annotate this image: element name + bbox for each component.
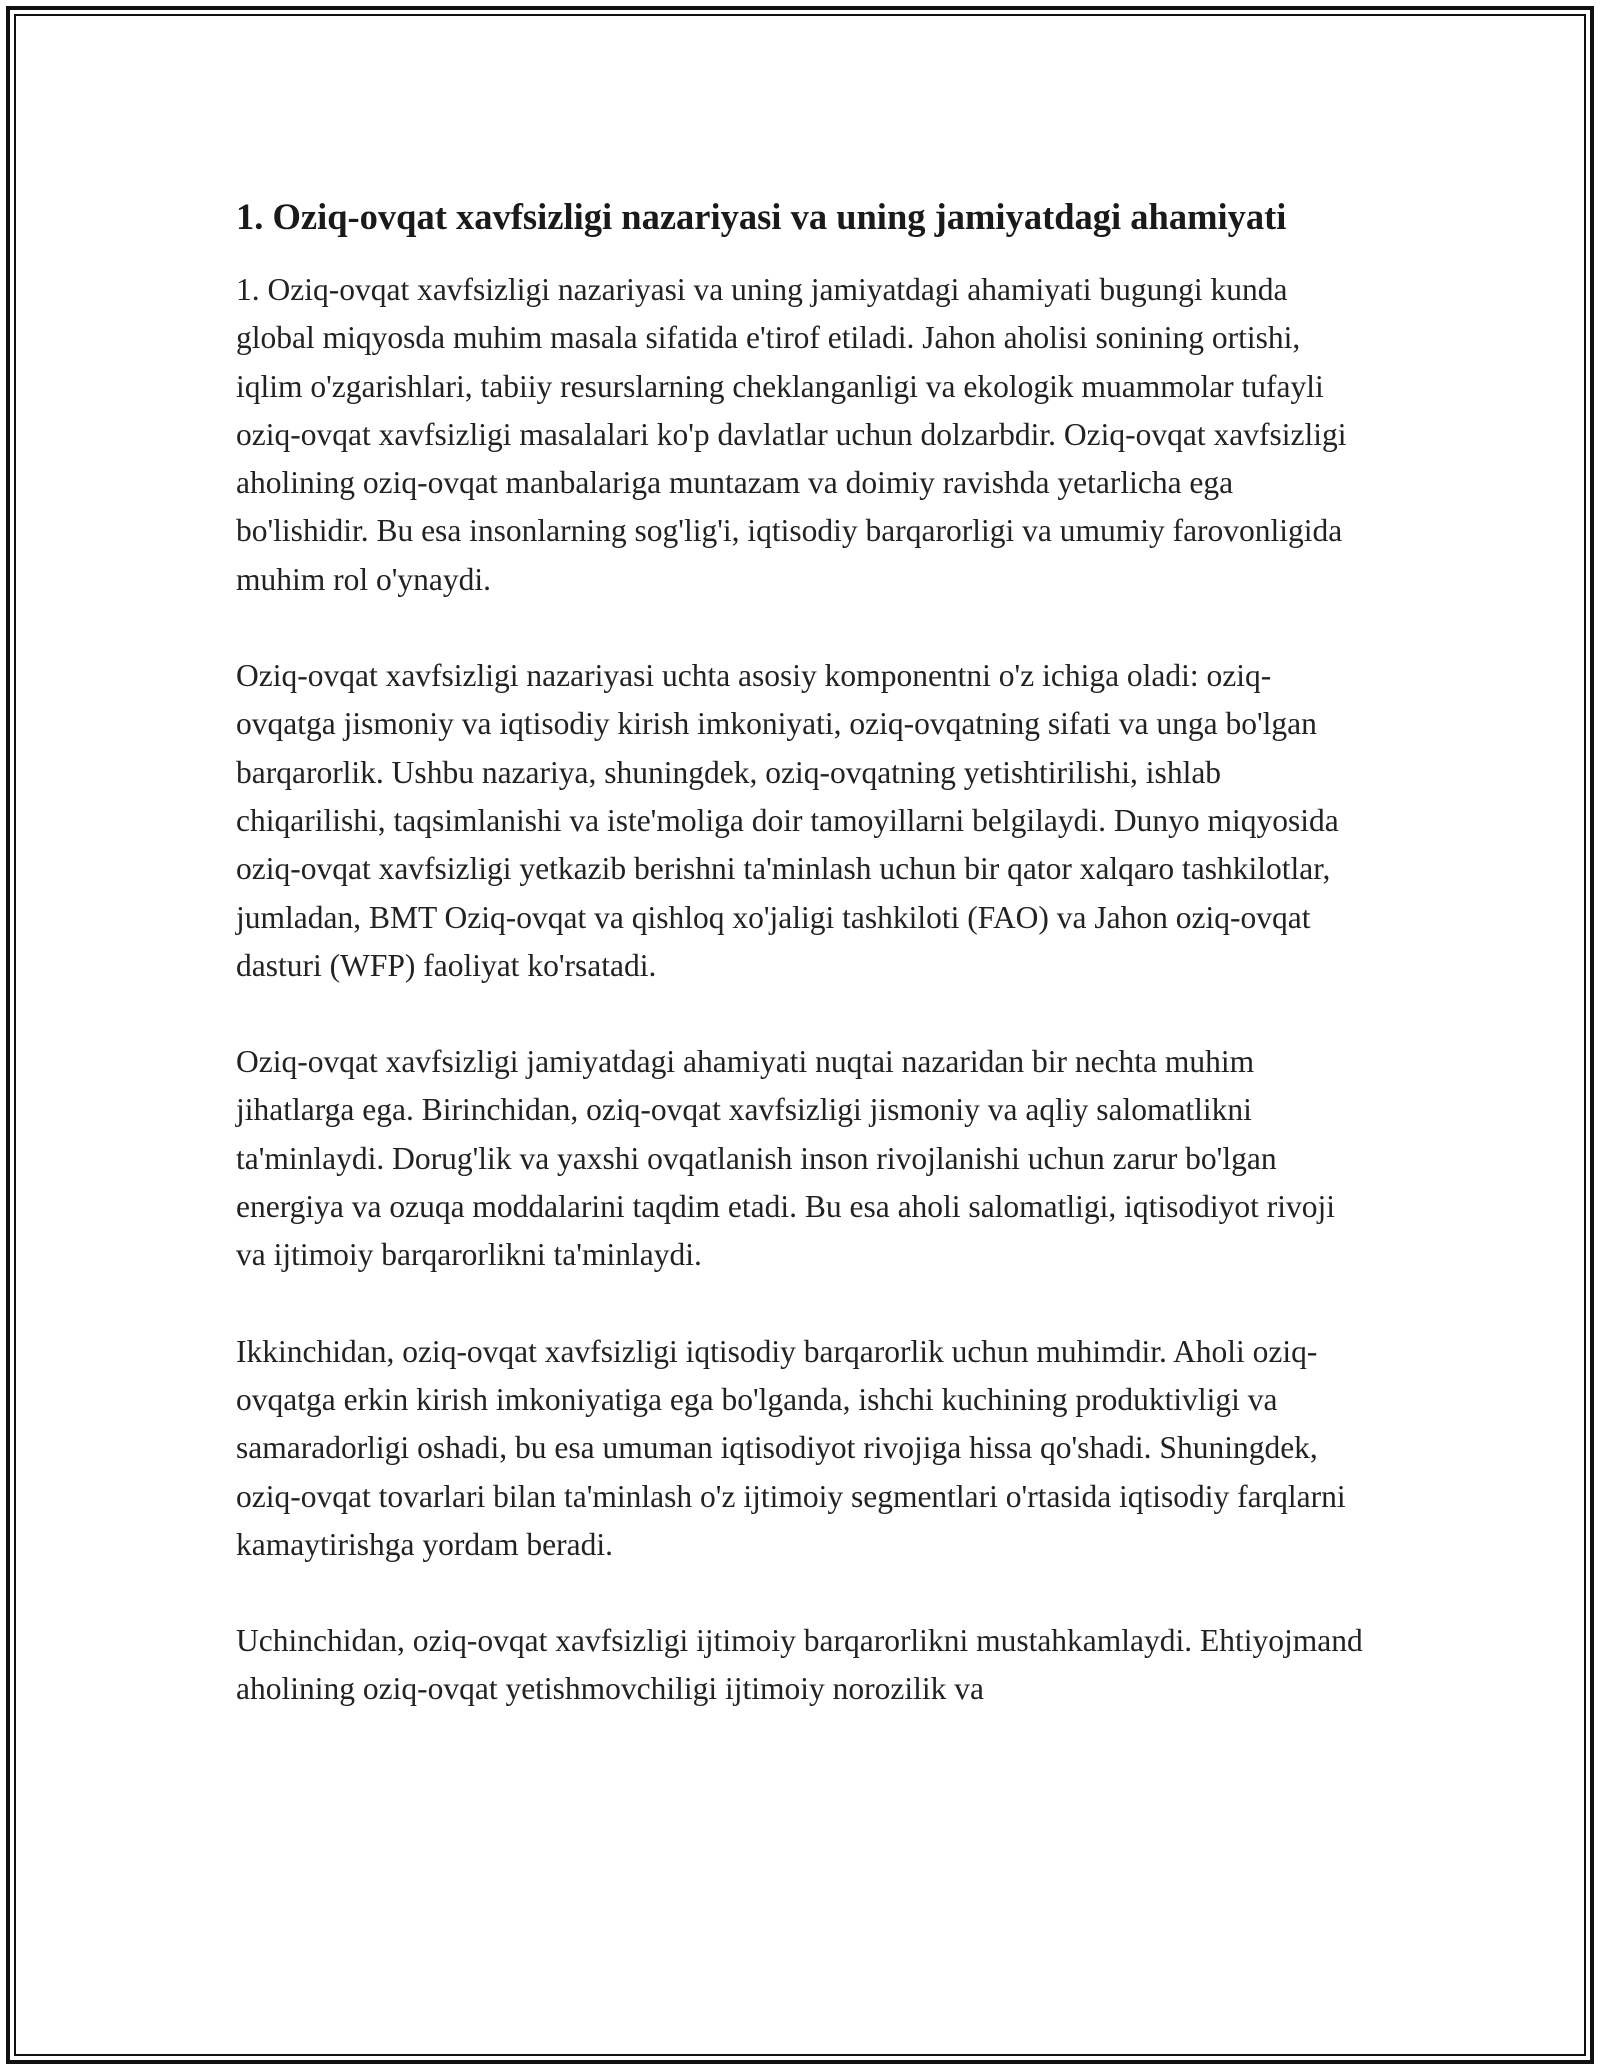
paragraph-4: Ikkinchidan, oziq-ovqat xavfsizligi iqtisodiy barqarorlik uchun muhimdir. Aholi oziq-ovqatga erkin kirish imkoniyatiga ega bo'lganda, ishchi kuchining produktivligi va samaradorligi oshadi, bu esa umuman iqtisodiyot rivojiga hissa qo'shadi. Shuningdek, oziq-ovqat tovarlari bilan ta'minlash o'z ijtimoiy segmentlari o'rtasida iqtisodiy farqlarni kamaytirishga yordam beradi. bbox=[236, 1333, 1346, 1562]
document-heading: 1. Oziq-ovqat xavfsizligi nazariyasi va uning jamiyatdagi ahamiyati bbox=[236, 196, 1287, 237]
document-body bbox=[236, 190, 1366, 1762]
paragraph-5: Uchinchidan, oziq-ovqat xavfsizligi ijtimoiy barqarorlikni mustahkamlaydi. Ehtiyojmand aholining oziq-ovqat yetishmovchiligi ijtimoiy norozilik va bbox=[236, 1623, 1363, 1707]
paragraph-2: Oziq-ovqat xavfsizligi nazariyasi uchta asosiy komponentni o'z ichiga oladi: oziq-ovqatga jismoniy va iqtisodiy kirish imkoniyati, oziq-ovqatning sifati va unga bo'lgan barqarorlik. Ushbu nazariya, shuningdek, oziq-ovqatning yetishtirilishi, ishlab chiqarilishi, taqsimlanishi va iste'moliga doir tamoyillarni belgilaydi. Dunyo miqyosida oziq-ovqat xavfsizligi yetkazib berishni ta'minlash uchun bir qator xalqaro tashkilotlar, jumladan, BMT Oziq-ovqat va qishloq xo'jaligi tashkiloti (FAO) va Jahon oziq-ovqat dasturi (WFP) faoliyat ko'rsatadi. bbox=[236, 658, 1339, 983]
paragraph-3: Oziq-ovqat xavfsizligi jamiyatdagi ahamiyati nuqtai nazaridan bir nechta muhim jihatlarga ega. Birinchidan, oziq-ovqat xavfsizligi jismoniy va aqliy salomatlikni ta'minlaydi. Dorug'lik va yaxshi ovqatlanish inson rivojlanishi uchun zarur bo'lgan energiya va ozuqa moddalarini taqdim etadi. Bu esa aholi salomatligi, iqtisodiyot rivoji va ijtimoiy barqarorlikni ta'minlaydi. bbox=[236, 1044, 1336, 1273]
paragraph-1: 1. Oziq-ovqat xavfsizligi nazariyasi va uning jamiyatdagi ahamiyati bugungi kunda global miqyosda muhim masala sifatida e'tirof etiladi. Jahon aholisi sonining ortishi, iqlim o'zgarishlari, tabiiy resurslarning cheklanganligi va ekologik muammolar tufayli oziq-ovqat xavfsizligi masalalari ko'p davlatlar uchun dolzarbdir. Oziq-ovqat xavfsizligi aholining oziq-ovqat manbalariga muntazam va doimiy ravishda yetarlicha ega bo'lishidir. Bu esa insonlarning sog'lig'i, iqtisodiy barqarorligi va umumiy farovonligida muhim rol o'ynaydi. bbox=[236, 272, 1347, 597]
